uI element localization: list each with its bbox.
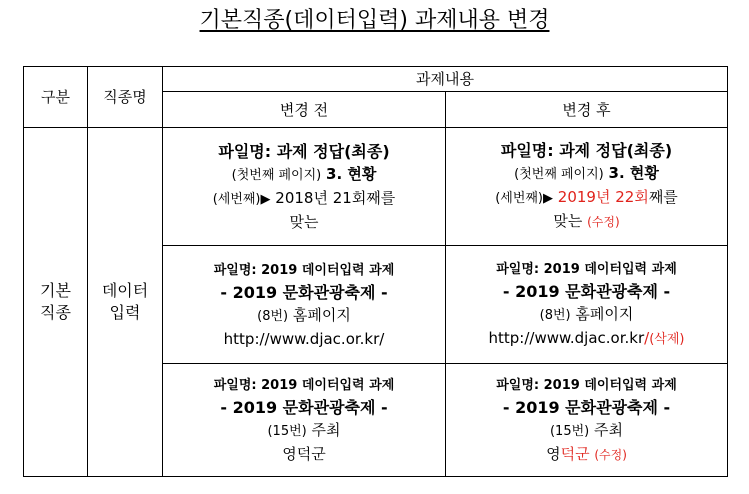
page-item: 3. 현황 bbox=[608, 164, 659, 182]
category-cell bbox=[24, 128, 88, 477]
file-name: 파일명: 2019 데이터입력 과제 bbox=[213, 262, 395, 278]
item-tail: 맞는 bbox=[553, 212, 583, 230]
header-category: 구분 bbox=[24, 67, 88, 128]
table-row bbox=[24, 128, 728, 246]
file-name: 파일명: 과제 정답(최종) bbox=[500, 141, 673, 160]
job-line-1: 데이터 bbox=[101, 281, 149, 300]
document-title-text: 기본직종(데이터입력) 과제내용 변경 bbox=[199, 8, 550, 33]
page-item: 3. 현황 bbox=[326, 164, 377, 183]
header-before: 변경 전 bbox=[163, 92, 446, 128]
item-prefix: (8번) bbox=[539, 307, 571, 323]
page-prefix: (첫번째 페이지) bbox=[514, 167, 604, 182]
file-name: 파일명: 2019 데이터입력 과제 bbox=[496, 261, 677, 277]
item-prefix: (15번) bbox=[549, 423, 590, 439]
item-rest: 째를 bbox=[648, 188, 678, 206]
document-title bbox=[0, 6, 749, 36]
item-text: 주최 bbox=[594, 420, 623, 439]
item-prefix: (세번째)▶ bbox=[495, 191, 554, 206]
item-tail: 맞는 bbox=[289, 212, 319, 231]
page-prefix: (첫번째 페이지) bbox=[231, 167, 322, 183]
file-name: 파일명: 2019 데이터입력 과제 bbox=[496, 377, 677, 393]
subject: - 2019 문화관광축제 - bbox=[220, 398, 388, 417]
changed-text: 2019년 22회 bbox=[557, 188, 649, 206]
category-line-2: 직종 bbox=[40, 303, 71, 322]
subject: - 2019 문화관광축제 - bbox=[502, 397, 671, 417]
before-cell-2 bbox=[163, 246, 446, 364]
changed-text: 덕군 bbox=[560, 444, 590, 463]
change-table bbox=[23, 66, 728, 477]
job-line-2: 입력 bbox=[109, 303, 141, 322]
change-note: (수정) bbox=[587, 215, 620, 229]
header-task-content: 과제내용 bbox=[163, 67, 728, 92]
after-cell-2 bbox=[446, 246, 728, 364]
file-name: 파일명: 2019 데이터입력 과제 bbox=[213, 378, 395, 393]
after-cell-1 bbox=[446, 128, 728, 246]
url-text: http://www.djac.or.kr bbox=[488, 328, 645, 347]
change-note: (수정) bbox=[594, 447, 627, 462]
before-cell-3 bbox=[163, 364, 446, 477]
value-pre: 영 bbox=[546, 444, 561, 463]
change-note: (삭제) bbox=[649, 331, 685, 347]
before-cell-1 bbox=[163, 128, 446, 246]
item-text: 주최 bbox=[311, 421, 341, 439]
job-name-cell bbox=[88, 128, 163, 477]
item-prefix: (세번째)▶ bbox=[212, 191, 271, 207]
item-text: 홈페이지 bbox=[575, 304, 634, 323]
category-line-1: 기본 bbox=[40, 281, 71, 300]
file-name: 파일명: 과제 정답(최종) bbox=[218, 141, 390, 161]
header-job-name: 직종명 bbox=[88, 67, 163, 128]
item-text: 2018년 21회째를 bbox=[275, 188, 396, 207]
after-cell-3 bbox=[446, 364, 728, 477]
subject: - 2019 문화관광축제 - bbox=[502, 281, 671, 301]
changed-text: / bbox=[644, 328, 650, 347]
item-text: 홈페이지 bbox=[292, 305, 351, 324]
item-prefix: (8번) bbox=[257, 308, 289, 324]
header-row-1 bbox=[24, 67, 728, 92]
header-after: 변경 후 bbox=[446, 92, 728, 128]
url-text: http://www.djac.or.kr/ bbox=[223, 329, 385, 348]
item-prefix: (15번) bbox=[267, 424, 307, 439]
subject: - 2019 문화관광축제 - bbox=[220, 282, 388, 302]
value-text: 영덕군 bbox=[282, 445, 326, 463]
